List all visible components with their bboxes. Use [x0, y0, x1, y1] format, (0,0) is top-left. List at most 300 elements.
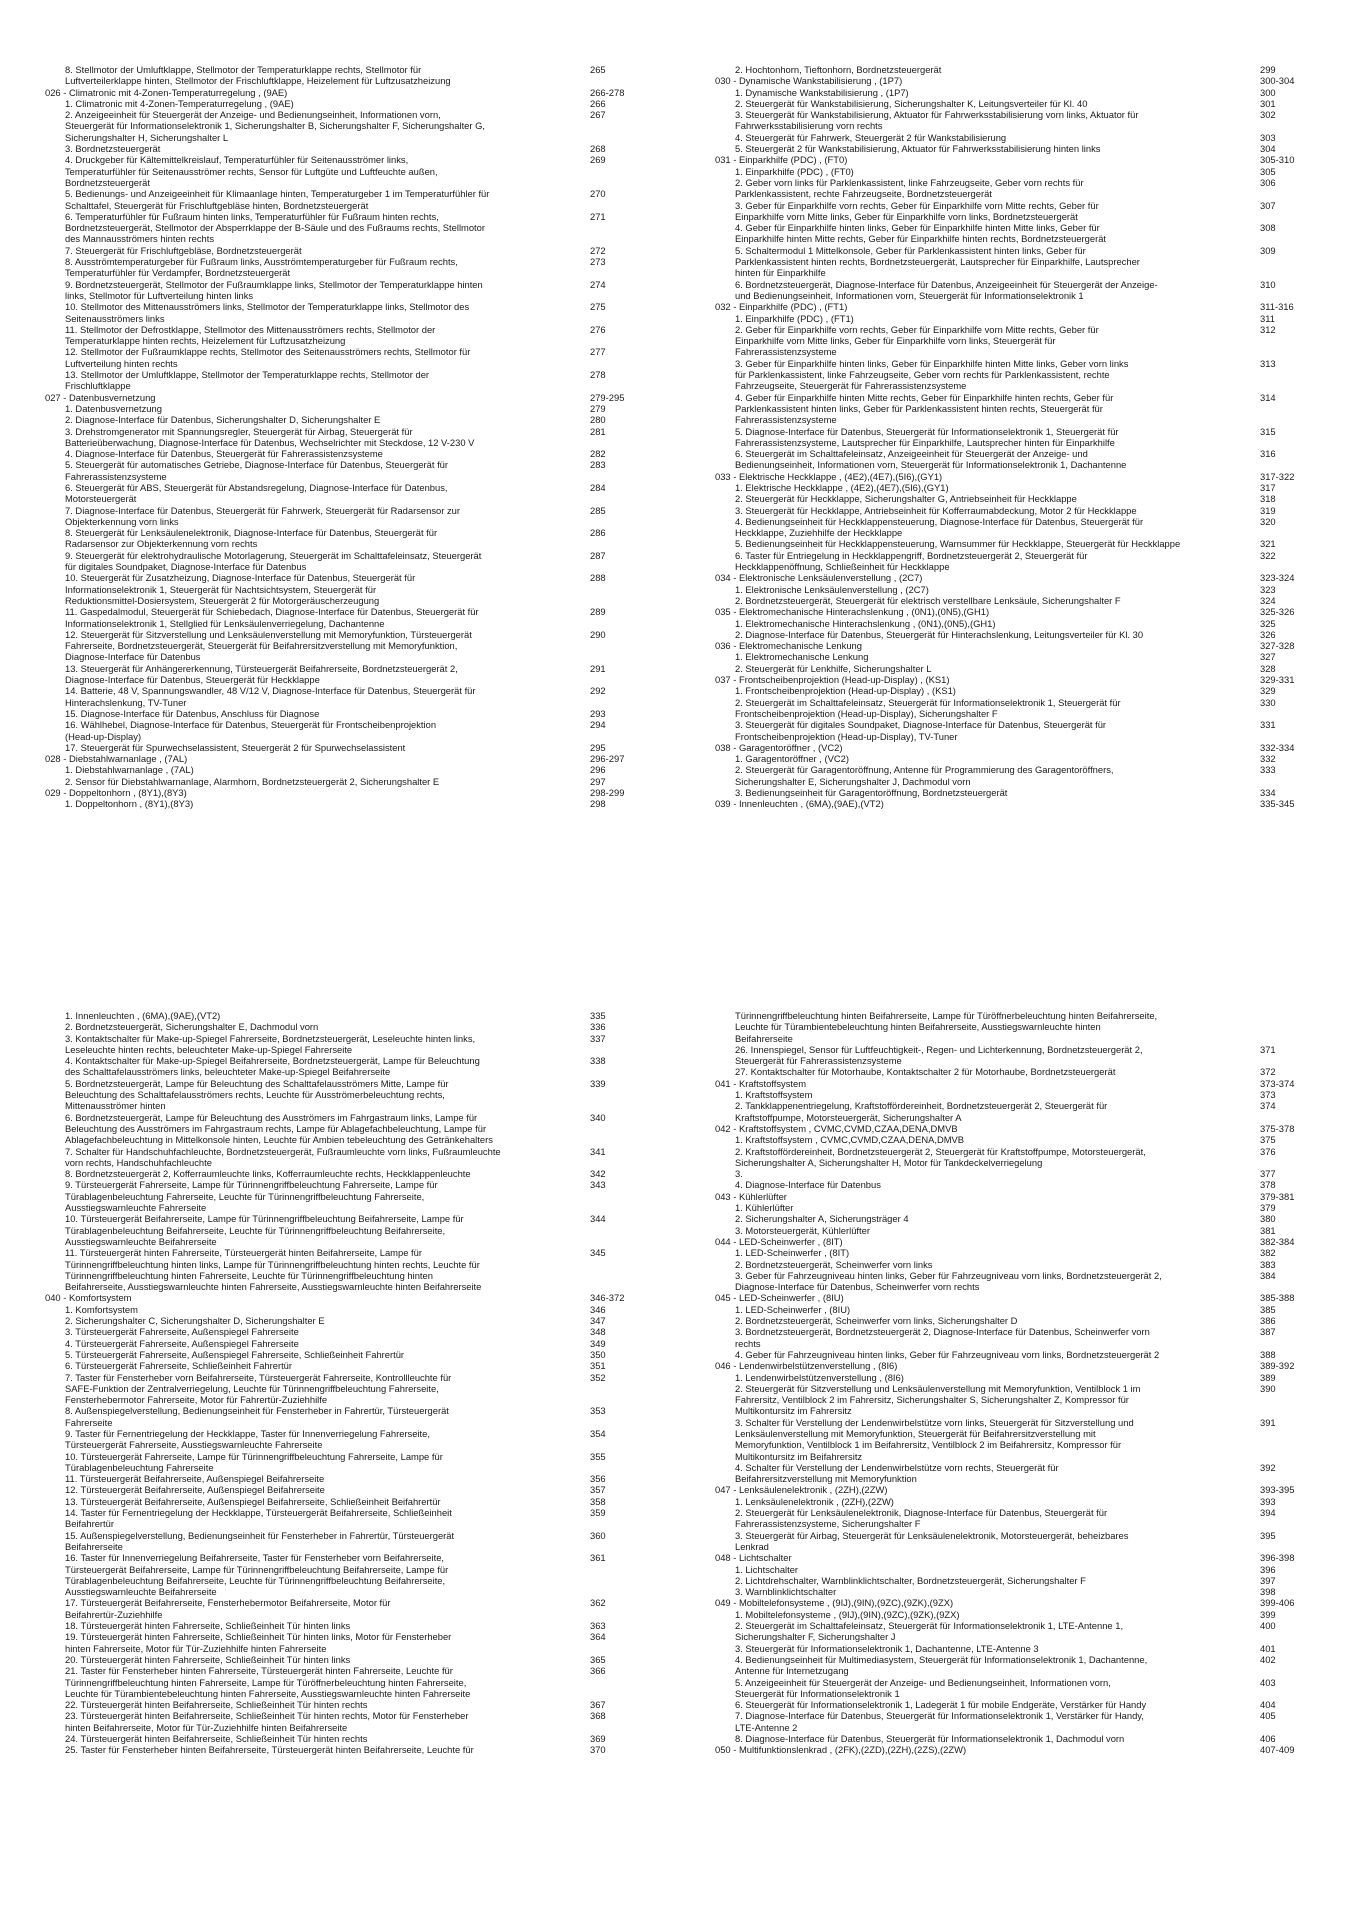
toc-entry-page: 281 [590, 425, 606, 437]
toc-section-entry [715, 1292, 1325, 1303]
toc-entry [715, 1383, 1325, 1417]
toc-entry [715, 1609, 1325, 1620]
toc-entry-title: 27. Kontaktschalter für Motorhaube, Kontaktschalter 2 für Motorhaube, Bordnetzsteuergerät [735, 1066, 1116, 1078]
toc-entry-page: 324 [1260, 594, 1276, 606]
toc-entry-title: 040 - Komfortsystem [45, 1292, 132, 1304]
toc-entry-title: 2. Bordnetzsteuergerät, Scheinwerfer vorn links, Sicherungshalter D [735, 1315, 1018, 1327]
toc-entry [45, 1597, 655, 1620]
toc-entry-page: 278 [590, 369, 606, 381]
toc-entry-page: 366 [590, 1665, 606, 1677]
toc-entry [45, 572, 655, 606]
toc-entry-title: 1. Lichtschalter [735, 1563, 799, 1575]
toc-entry-page: 334 [1260, 787, 1276, 798]
toc-entry [715, 787, 1325, 798]
toc-section-entry [715, 471, 1325, 482]
toc-entry-page: 397 [1260, 1574, 1276, 1586]
toc-entry-page: 332 [1260, 753, 1276, 765]
toc-entry-title: 2. Diagnose-Interface für Datenbus, Steuergerät für Hinterachslenkung, Leitungsverteiler für Kl. 30 [735, 628, 1144, 640]
toc-entry-title: 1. Elektronische Lenksäulenverstellung , (2C7) [735, 583, 929, 595]
toc-entry [45, 1247, 655, 1292]
toc-entry-page: 359 [590, 1507, 606, 1519]
toc-entry [45, 245, 655, 256]
toc-entry [45, 1010, 655, 1021]
toc-entry [715, 200, 1325, 223]
toc-entry-title: 6. Steuergerät im Schalttafeleinsatz, Anzeigeeinheit für Steuergerät der Anzeige- und Bedienungseinheit, Informationen vorn, Steuergerät für Informationselektronik 1, Dachantenne [735, 448, 1127, 471]
toc-entry [715, 1677, 1325, 1700]
toc-entry [715, 1044, 1325, 1067]
toc-entry-title: 26. Innenspiegel, Sensor für Luftfeuchtigkeit-, Regen- und Lichterkennung, Bordnetzsteuergerät 2, Steuergerät für Fahrerassistenzsysteme [735, 1043, 1143, 1067]
toc-section-entry [715, 1123, 1325, 1134]
toc-entry-page: 400 [1260, 1620, 1276, 1632]
toc-entry-title: 1. Kraftstoffsystem [735, 1089, 813, 1101]
toc-entry [715, 1066, 1325, 1077]
toc-entry-page: 399-406 [1260, 1597, 1295, 1609]
toc-entry-page: 375 [1260, 1134, 1276, 1146]
toc-entry-page: 353 [590, 1405, 606, 1417]
toc-entry-page: 367 [590, 1699, 606, 1711]
toc-entry-title: 032 - Einparkhilfe (PDC) , (FT1) [715, 301, 848, 313]
toc-entry-page: 332-334 [1260, 741, 1295, 753]
toc-entry-page: 309 [1260, 244, 1276, 256]
toc-entry-title: 3. Schalter für Verstellung der Lendenwirbelstütze vorn links, Steuergerät für Sitzverstellung und Lenksäulenverstellung mit Memoryfunktion, Steuergerät für Beifahrersitzverstellung mit Memoryfunktion, Ventilblock 1 im Beifahrersitz, Ventilblock 2 im Beifahrersitz, Kompressor für Multikontursitz im Beifahrersitz [735, 1416, 1134, 1462]
toc-entry [715, 1010, 1325, 1044]
toc-entry-page: 296-297 [590, 753, 625, 765]
toc-entry-page: 341 [590, 1145, 606, 1157]
toc-entry [715, 132, 1325, 143]
toc-entry-title: 1. LED-Scheinwerfer , (8IU) [735, 1303, 851, 1315]
toc-entry [45, 1304, 655, 1315]
toc-entry-title: 041 - Kraftstoffsystem [715, 1077, 807, 1089]
toc-entry-title: 17. Steuergerät für Spurwechselassistent, Steuergerät 2 für Spurwechselassistent [65, 741, 406, 753]
toc-entry-title: 1. Elektrische Heckklappe , (4E2),(4E7),(5I6),(GY1) [735, 481, 949, 493]
toc-entry-page: 373 [1260, 1089, 1276, 1101]
toc-entry-title: 039 - Innenleuchten , (6MA),(9AE),(VT2) [715, 798, 884, 810]
toc-entry [715, 1089, 1325, 1100]
toc-entry-page: 279 [590, 402, 606, 414]
toc-entry-title: 049 - Mobiltelefonsysteme , (9IJ),(9IN),(9ZC),(9ZK),(9ZX) [715, 1597, 954, 1609]
toc-entry-title: 2. Anzeigeeinheit für Steuergerät der Anzeige- und Bedienungseinheit, Informationen vorn, Steuergerät für Informationselektronik 1, Sicherungshalter B, Sicherungshalter F, Sicherungshalter G, Sicherungshalter H, Sicherungshalter L [65, 109, 486, 143]
toc-entry-page: 384 [1260, 1269, 1276, 1281]
toc-entry-page: 305-310 [1260, 154, 1295, 166]
toc-entry-title: 3. Kontaktschalter für Make-up-Spiegel Fahrerseite, Bordnetzsteuergerät, Leseleuchte hinten links, Leseleuchte hinten rechts, beleuchteter Make-up-Spiegel Fahrerseite [65, 1032, 476, 1055]
toc-entry-title: 3. Drehstromgenerator mit Spannungsregler, Steuergerät für Airbag, Steuergerät für Batterieüberwachung, Diagnose-Interface für Datenbus, Wechselrichter mit Steckdose, 12 V-230 V [65, 425, 475, 448]
toc-entry-page: 328 [1260, 662, 1276, 674]
toc-entry-page: 395 [1260, 1529, 1276, 1541]
toc-entry [715, 426, 1325, 449]
toc-entry-title: 046 - Lendenwirbelstützenverstellung , (8I6) [715, 1360, 898, 1372]
toc-entry-title: 026 - Climatronic mit 4-Zonen-Temperaturregelung , (9AE) [45, 86, 288, 98]
toc-entry-title: 3. Bordnetzsteuergerät, Bordnetzsteuergerät 2, Diagnose-Interface für Datenbus, Scheinwerfer vorn rechts [735, 1326, 1150, 1349]
toc-entry [715, 448, 1325, 471]
toc-section-entry [715, 154, 1325, 165]
toc-entry-page: 364 [590, 1631, 606, 1643]
toc-entry-page: 300 [1260, 86, 1276, 98]
toc-entry-title: 11. Türsteuergerät Beifahrerseite, Außenspiegel Beifahrerseite [65, 1473, 325, 1485]
toc-entry-title: 8. Steuergerät für Lenksäulenelektronik, Diagnose-Interface für Datenbus, Steuergerät für Radarsensor zur Objekterkennung vorn rechts [65, 527, 438, 550]
toc-entry-page: 303 [1260, 131, 1276, 143]
toc-entry [45, 629, 655, 663]
toc-entry [715, 1315, 1325, 1326]
toc-entry [45, 1620, 655, 1631]
toc-entry [45, 1451, 655, 1474]
toc-entry-title: 20. Türsteuergerät hinten Fahrerseite, Schließeinheit Tür hinten links [65, 1653, 351, 1665]
toc-entry-page: 301 [1260, 97, 1276, 109]
toc-entry-page: 377 [1260, 1168, 1276, 1180]
toc-entry [715, 663, 1325, 674]
toc-entry-title: 7. Schalter für Handschuhfachleuchte, Bordnetzsteuergerät, Fußraumleuchte vorn links, Fußraumleuchte vorn rechts, Handschuhfachleuchte [65, 1145, 501, 1168]
toc-entry-title: 036 - Elektromechanische Lenkung [715, 640, 862, 652]
toc-entry-page: 380 [1260, 1213, 1276, 1225]
toc-entry-title: 2. Geber für Einparkhilfe vorn rechts, Geber für Einparkhilfe vorn Mitte rechts, Geber für Einparkhilfe vorn Mitte links, Geber für Einparkhilfe vorn links, Steuergerät für Fahrerassistenzsysteme [735, 323, 1099, 358]
toc-entry-title: 3. Steuergerät für Heckklappe, Antriebseinheit für Kofferraumabdeckung, Motor 2 für Heckklappe [735, 504, 1137, 516]
toc-entry-title: 044 - LED-Scheinwerfer , (8IT) [715, 1235, 843, 1247]
toc-entry-title: 1. LED-Scheinwerfer , (8IT) [735, 1247, 850, 1259]
toc-entry-title: 10. Steuergerät für Zusatzheizung, Diagnose-Interface für Datenbus, Steuergerät für Informationselektronik 1, Steuergerät für Nachtsichtsystem, Steuergerät für Reduktionsmittel-Dosiersystem, Steuergerät 2 für Motorgeräuscherzeugung [65, 572, 416, 606]
toc-entry-page: 406 [1260, 1733, 1276, 1744]
toc-entry [45, 426, 655, 449]
toc-entry-title: 2. Lichtdrehschalter, Warnblinklichtschalter, Bordnetzsteuergerät, Sicherungshalter F [735, 1574, 1086, 1586]
toc-entry-title: 3. Steuergerät für digitales Soundpaket, Diagnose-Interface für Datenbus, Steuergerät für Frontscheibenprojektion (Head-up-Display), TV-Tuner [735, 719, 1107, 742]
toc-entry [715, 1530, 1325, 1553]
toc-entry-page: 302 [1260, 109, 1276, 121]
toc-entry [715, 1202, 1325, 1213]
toc-entry [715, 392, 1325, 426]
toc-entry-page: 338 [590, 1055, 606, 1067]
toc-entry-title: 030 - Dynamische Wankstabilisierung , (1P7) [715, 75, 903, 87]
toc-entry [715, 1507, 1325, 1530]
toc-entry [45, 369, 655, 392]
toc-entry-page: 386 [1260, 1315, 1276, 1327]
toc-entry [45, 1372, 655, 1406]
toc-entry [45, 1484, 655, 1495]
toc-entry-title: 5. Diagnose-Interface für Datenbus, Steuergerät für Informationselektronik 1, Steuergerät für Fahrerassistenzsysteme, Lautsprecher für Einparkhilfe, Lautsprecher hinten für Einparkhilfe [735, 425, 1119, 448]
toc-entry-title: 6. Temperaturfühler für Fußraum hinten links, Temperaturfühler für Fußraum hinten rechts, Bordnetzsteuergerät, Stellmotor der Absperrklappe der B-Säule und des Fußraums rechts, Stellmotor des Mannausströmers hinten rechts [65, 210, 485, 245]
toc-entry-title: 033 - Elektrische Heckklappe , (4E2),(4E7),(5I6),(GY1) [715, 470, 943, 482]
toc-entry-title: 6. Steuergerät für Informationselektronik 1, Ladegerät 1 für mobile Endgeräte, Verstärker für Handy [735, 1699, 1147, 1711]
toc-entry [45, 1428, 655, 1451]
toc-entry-title: 14. Batterie, 48 V, Spannungswandler, 48 V/12 V, Diagnose-Interface für Datenbus, Steuergerät für Hinterachslenkung, TV-Tuner [65, 685, 476, 708]
toc-entry-page: 292 [590, 685, 606, 697]
toc-entry [45, 1710, 655, 1733]
toc-entry-page: 322 [1260, 549, 1276, 561]
toc-entry-page: 368 [590, 1710, 606, 1722]
toc-entry [715, 764, 1325, 787]
toc-entry-title: Türinnengriffbeleuchtung hinten Beifahrerseite, Lampe für Türöffnerbeleuchtung hinten Beifahrerseite, Leuchte für Türambientebeleuchtung hinten Beifahrerseite, Ausstiegswarnleuchte hinten Beifahrerseite [735, 1010, 1158, 1044]
toc-entry [45, 1315, 655, 1326]
toc-entry-title: 5. Anzeigeeinheit für Steuergerät der Anzeige- und Bedienungseinheit, Informationen vorn, Steuergerät für Informationselektronik 1 [735, 1676, 1111, 1699]
toc-entry-title: 5. Schaltermodul 1 Mittelkonsole, Geber für Parklenkassistent hinten links, Geber für Parklenkassistent hinten rechts, Bordnetzsteuergerät, Lautsprecher für Einparkhilfe, Lautsprecher hinten für Einparkhilfe [735, 244, 1140, 279]
toc-entry-page: 329 [1260, 685, 1276, 697]
toc-entry-title: 027 - Datenbusvernetzung [45, 391, 156, 403]
toc-entry-page: 350 [590, 1348, 606, 1360]
toc-entry-title: 5. Bordnetzsteuergerät, Lampe für Beleuchtung des Schalttafelausströmers Mitte, Lampe für Beleuchtung des Schalttafelausströmers rechts, Leuchte für Ausströmerbeleuchtung rechts, Mittenausströmer hinten [65, 1077, 449, 1112]
toc-entry-title: 10. Türsteuergerät Fahrerseite, Lampe für Türinnengriffbeleuchtung Fahrerseite, Lampe für Türablagenbeleuchtung Fahrerseite [65, 1450, 443, 1473]
toc-entry [715, 1586, 1325, 1597]
toc-entry [715, 1699, 1325, 1710]
toc-entry-page: 374 [1260, 1100, 1276, 1112]
toc-entry [715, 1146, 1325, 1169]
toc-entry-page: 317 [1260, 481, 1276, 493]
toc-entry-page: 394 [1260, 1507, 1276, 1519]
toc-entry-page: 361 [590, 1552, 606, 1564]
toc-entry-page: 333 [1260, 764, 1276, 776]
toc-entry-page: 351 [590, 1360, 606, 1372]
toc-entry-page: 288 [590, 572, 606, 584]
toc-entry-title: 035 - Elektromechanische Hinterachslenkung , (0N1),(0N5),(GH1) [715, 606, 990, 618]
toc-entry [715, 1270, 1325, 1293]
toc-entry-page: 389 [1260, 1371, 1276, 1383]
toc-entry [715, 697, 1325, 720]
toc-entry [45, 1213, 655, 1247]
toc-entry-page: 393-395 [1260, 1484, 1295, 1496]
toc-entry-title: 14. Taster für Fernentriegelung der Heckklappe, Türsteuergerät Beifahrerseite, Schließeinheit Beifahrertür [65, 1507, 452, 1530]
toc-entry-title: 22. Türsteuergerät hinten Beifahrerseite, Schließeinheit Tür hinten rechts [65, 1699, 368, 1711]
toc-entry [715, 1134, 1325, 1145]
toc-entry-page: 326 [1260, 628, 1276, 640]
toc-entry-page: 393 [1260, 1495, 1276, 1507]
toc-entry [45, 459, 655, 482]
toc-entry-title: 12. Steuergerät für Sitzverstellung und Lenksäulenverstellung mit Memoryfunktion, Türsteuergerät Fahrerseite, Bordnetzsteuergerät, Steuergerät für Beifahrersitzverstellung mit Memoryfunktion, Diagnose-Interface für Datenbus [65, 628, 472, 663]
toc-entry [715, 516, 1325, 539]
toc-entry-page: 346-372 [590, 1292, 625, 1304]
toc-entry-page: 373-374 [1260, 1077, 1295, 1089]
toc-section-entry [45, 1292, 655, 1303]
toc-entry-page: 269 [590, 154, 606, 166]
toc-entry-title: 1. Innenleuchten , (6MA),(9AE),(VT2) [65, 1010, 221, 1021]
toc-entry [715, 1349, 1325, 1360]
toc-entry-page: 266-278 [590, 86, 625, 98]
toc-section-entry [45, 753, 655, 764]
toc-entry-page: 268 [590, 143, 606, 155]
toc-entry [715, 1733, 1325, 1744]
toc-entry [715, 1326, 1325, 1349]
toc-entry-page: 305 [1260, 165, 1276, 177]
toc-entry-page: 308 [1260, 222, 1276, 234]
toc-entry-title: 9. Taster für Fernentriegelung der Heckklappe, Taster für Innenverriegelung Fahrerseite, Türsteuergerät Fahrerseite, Ausstiegswarnleuchte Fahrerseite [65, 1427, 430, 1451]
toc-entry [45, 1405, 655, 1428]
toc-entry-page: 273 [590, 256, 606, 268]
toc-entry-page: 279-295 [590, 391, 625, 403]
toc-entry-title: 15. Außenspiegelverstellung, Bedienungseinheit für Fensterheber in Fahrertür, Türsteuergerät Beifahrerseite [65, 1529, 455, 1552]
toc-entry [45, 64, 655, 87]
toc-entry-page: 339 [590, 1077, 606, 1089]
toc-entry-title: 7. Diagnose-Interface für Datenbus, Steuergerät für Fahrwerk, Steuergerät für Radarsensor zur Objekterkennung vorn links [65, 504, 460, 527]
toc-entry-title: 2. Steuergerät für Garagentoröffnung, Antenne für Programmierung des Garagentoröffners, Sicherungshalter E, Sicherungshalter J, Dachmodul vorn [735, 764, 1114, 787]
toc-entry-title: 1. Einparkhilfe (PDC) , (FT1) [735, 312, 854, 324]
toc-entry-page: 287 [590, 549, 606, 561]
toc-entry-title: 4. Geber für Einparkhilfe hinten links, Geber für Einparkhilfe hinten Mitte links, Geber für Einparkhilfe hinten Mitte rechts, Geber für Einparkhilfe hinten rechts, Bordnetzsteuergerät [735, 222, 1107, 245]
toc-entry-title: 12. Stellmotor der Fußraumklappe rechts, Stellmotor des Seitenausströmers rechts, Stellmotor für Luftverteilung hinten rechts [65, 346, 471, 369]
toc-entry-title: 2. Sicherungshalter C, Sicherungshalter D, Sicherungshalter E [65, 1315, 325, 1327]
toc-entry [715, 1100, 1325, 1123]
toc-entry-title: 2. Geber vorn links für Parklenkassistent, linke Fahrzeugseite, Geber vorn rechts für Parklenkassistent, rechte Fahrzeugseite, Bordnetzsteuergerät [735, 176, 1084, 200]
toc-entry [45, 1552, 655, 1597]
toc-entry-page: 289 [590, 606, 606, 618]
toc-entry [715, 279, 1325, 302]
toc-entry-page: 316 [1260, 448, 1276, 460]
toc-entry-title: 8. Bordnetzsteuergerät 2, Kofferraumleuchte links, Kofferraumleuchte rechts, Heckklappenleuchte [65, 1168, 471, 1180]
toc-entry-page: 294 [590, 719, 606, 731]
toc-entry-page: 297 [590, 775, 606, 787]
toc-section-entry [715, 798, 1325, 809]
toc-entry [715, 222, 1325, 245]
toc-entry-page: 390 [1260, 1382, 1276, 1394]
toc-entry [45, 1744, 655, 1755]
toc-entry [45, 1033, 655, 1056]
toc-entry-title: 037 - Frontscheibenprojektion (Head-up-Display) , (KS1) [715, 674, 950, 686]
toc-entry-title: 3. Steuergerät für Informationselektronik 1, Dachantenne, LTE-Antenne 3 [735, 1642, 1039, 1654]
toc-entry-title: 2. Steuergerät für Sitzverstellung und Lenksäulenverstellung mit Memoryfunktion, Ventilblock 1 im Fahrersitz, Ventilblock 2 im Fahrersitz, Sicherungshalter S, Sicherungshalter Z, Kompressor für Multikontursitz im Fahrersitz [735, 1382, 1141, 1417]
toc-entry-title: 3. Bordnetzsteuergerät [65, 143, 161, 155]
toc-entry-title: 1. Lenksäulenelektronik , (2ZH),(2ZW) [735, 1495, 894, 1507]
toc-entry-title: 1. Climatronic mit 4-Zonen-Temperaturregelung , (9AE) [65, 97, 294, 109]
toc-entry-title: 4. Kontaktschalter für Make-up-Spiegel Beifahrerseite, Bordnetzsteuergerät, Lampe für Beleuchtung des Schalttafelausströmers links, beleuchteter Make-up-Spiegel Beifahrerseite [65, 1055, 480, 1078]
toc-entry-page: 271 [590, 210, 606, 222]
toc-entry [45, 742, 655, 753]
toc-entry [45, 798, 655, 809]
toc-entry-title: 2. Kraftstoffördereinheit, Bordnetzsteuergerät 2, Steuergerät für Kraftstoffpumpe, Motorsteuergerät, Sicherungshalter A, Sicherungshalter H, Motor für Tankdeckelverriegelung [735, 1145, 1146, 1168]
toc-entry [45, 1349, 655, 1360]
toc-entry [715, 505, 1325, 516]
toc-entry-page: 267 [590, 109, 606, 121]
toc-entry-page: 402 [1260, 1653, 1276, 1665]
toc-entry-title: 8. Ausströmtemperaturgeber für Fußraum links, Ausströmtemperaturgeber für Fußraum rechts, Temperaturfühler für Verdampfer, Bordnetzsteuergerät [65, 256, 458, 279]
toc-entry [45, 1168, 655, 1179]
toc-entry-page: 342 [590, 1168, 606, 1180]
toc-entry [715, 1575, 1325, 1586]
toc-entry-page: 401 [1260, 1642, 1276, 1654]
toc-entry-title: 2. Sicherungshalter A, Sicherungsträger 4 [735, 1213, 909, 1225]
toc-entry [715, 1213, 1325, 1224]
toc-entry [45, 414, 655, 425]
toc-entry-page: 274 [590, 278, 606, 290]
toc-entry-title: 8. Stellmotor der Umluftklappe, Stellmotor der Temperaturklappe rechts, Stellmotor für Luftverteilerklappe hinten, Stellmotor der Frischluftklappe, Heizelement für Luftzusatzheizung [65, 64, 451, 87]
toc-entry-page: 300-304 [1260, 75, 1295, 87]
toc-entry [45, 606, 655, 629]
toc-entry-page: 389-392 [1260, 1360, 1295, 1372]
toc-entry [45, 1338, 655, 1349]
toc-entry-title: 3. Geber für Einparkhilfe vorn rechts, Geber für Einparkhilfe vorn Mitte rechts, Geber für Einparkhilfe vorn Mitte links, Geber für Einparkhilfe vorn links, Bordnetzsteuergerät [735, 199, 1099, 222]
toc-entry-page: 319 [1260, 504, 1276, 516]
toc-entry-title: 4. Geber für Einparkhilfe hinten Mitte rechts, Geber für Einparkhilfe hinten rechts, Geber für Parklenkassistent hinten links, Geber für Parklenkassistent hinten rechts, Steuergerät für Fahrerassistenzsysteme [735, 391, 1114, 426]
toc-section-entry [715, 1552, 1325, 1563]
toc-entry [715, 482, 1325, 493]
toc-entry-page: 399 [1260, 1608, 1276, 1620]
toc-entry [45, 154, 655, 188]
toc-entry [45, 1179, 655, 1213]
toc-entry-title: 6. Bordnetzsteuergerät, Lampe für Beleuchtung des Ausströmers im Fahrgastraum links, Lampe für Beleuchtung des Ausströmers im Fahrgastraum rechts, Lampe für Ablagefachbeleuchtung, Lampe für Ablagefachbeleuchtung in Mittelkonsole hinten, Leuchte für Ambien tebeleuchtung des Getränkehalters [65, 1111, 493, 1146]
toc-entry-page: 298-299 [590, 787, 625, 798]
toc-entry-page: 299 [1260, 64, 1276, 75]
toc-entry [715, 87, 1325, 98]
toc-entry-page: 313 [1260, 357, 1276, 369]
toc-section-entry [715, 1597, 1325, 1608]
toc-entry-page: 343 [590, 1179, 606, 1191]
toc-entry [715, 550, 1325, 573]
toc-entry-page: 398 [1260, 1586, 1276, 1598]
toc-entry [715, 1710, 1325, 1733]
toc-entry-title: 1. Elektromechanische Hinterachslenkung , (0N1),(0N5),(GH1) [735, 617, 996, 629]
toc-entry-title: 042 - Kraftstoffsystem , CVMC,CVMD,CZAA,DENA,DMVB [715, 1122, 958, 1134]
toc-entry-title: 25. Taster für Fensterheber hinten Beifahrerseite, Türsteuergerät hinten Beifahrerseite, Leuchte für [65, 1744, 474, 1756]
toc-entry-title: 4. Steuergerät für Fahrwerk, Steuergerät 2 für Wankstabilisierung [735, 131, 1007, 143]
toc-entry-title: 2. Tankklappenentriegelung, Kraftstoffördereinheit, Bordnetzsteuergerät 2, Steuergerät für Kraftstoffpumpe, Motorsteuergerät, Sicherungshalter A [735, 1100, 1108, 1123]
toc-entry-page: 331 [1260, 719, 1276, 731]
toc-entry-title: 1. Garagentoröffner , (VC2) [735, 753, 849, 765]
toc-entry-page: 348 [590, 1326, 606, 1338]
toc-entry-page: 346 [590, 1303, 606, 1315]
toc-entry [715, 98, 1325, 109]
toc-entry-title: 2. Bordnetzsteuergerät, Steuergerät für elektrisch verstellbare Lenksäule, Sicherungshalter F [735, 594, 1121, 606]
toc-entry [715, 109, 1325, 132]
toc-entry [715, 313, 1325, 324]
toc-entry-title: 1. Mobiltelefonsysteme , (9IJ),(9IN),(9ZC),(9ZK),(9ZX) [735, 1608, 960, 1620]
toc-entry-title: 2. Diagnose-Interface für Datenbus, Sicherungshalter D, Sicherungshalter E [65, 414, 381, 426]
toc-entry-page: 360 [590, 1529, 606, 1541]
toc-entry-page: 405 [1260, 1710, 1276, 1722]
toc-entry [45, 1326, 655, 1337]
toc-entry-page: 320 [1260, 515, 1276, 527]
toc-entry-page: 310 [1260, 278, 1276, 290]
toc-entry [45, 324, 655, 347]
toc-entry [45, 1699, 655, 1710]
toc-entry-title: 11. Gaspedalmodul, Steuergerät für Schiebedach, Diagnose-Interface für Datenbus, Steuergerät für Informationselektronik 1, Stellglied für Lenksäulenverriegelung, Dachantenne [65, 606, 479, 629]
toc-entry-title: 034 - Elektronische Lenksäulenverstellung , (2C7) [715, 572, 923, 584]
toc-entry [715, 1654, 1325, 1677]
toc-entry-page: 404 [1260, 1699, 1276, 1711]
toc-entry-title: 2. Bordnetzsteuergerät, Scheinwerfer vorn links [735, 1258, 933, 1270]
toc-entry-page: 370 [590, 1744, 606, 1756]
toc-entry-title: 1. Komfortsystem [65, 1303, 138, 1315]
toc-entry-page: 396 [1260, 1563, 1276, 1575]
toc-entry-title: 043 - Kühlerlüfter [715, 1190, 787, 1202]
toc-entry-page: 315 [1260, 425, 1276, 437]
toc-entry-title: 4. Bedienungseinheit für Multimediasystem, Steuergerät für Informationselektronik 1, Dachantenne, Antenne für Internetzugang [735, 1653, 1148, 1677]
toc-entry-page: 325-326 [1260, 606, 1295, 618]
toc-entry-title: 3. [735, 1168, 743, 1180]
toc-entry-title: 031 - Einparkhilfe (PDC) , (FT0) [715, 154, 848, 166]
toc-entry-title: 18. Türsteuergerät hinten Fahrerseite, Schließeinheit Tür hinten links [65, 1620, 351, 1632]
toc-entry [45, 1112, 655, 1146]
toc-section-entry [45, 87, 655, 98]
toc-entry-title: 6. Taster für Entriegelung in Heckklappengriff, Bordnetzsteuergerät 2, Steuergerät für Heckklappenöffnung, Schließeinheit für Heckklappe [735, 549, 1088, 573]
toc-entry [715, 1225, 1325, 1236]
toc-entry [715, 719, 1325, 742]
toc-entry [45, 346, 655, 369]
toc-entry-title: 6. Bordnetzsteuergerät, Diagnose-Interface für Datenbus, Anzeigeeinheit für Steuergerät der Anzeige- und Bedienungseinheit, Informationen vorn, Steuergerät für Informationselektronik 1 [735, 278, 1158, 301]
toc-entry-title: 3. Geber für Einparkhilfe hinten links, Geber für Einparkhilfe hinten Mitte links, Geber vorn links für Parklenkassistent, linke Fahrzeugseite, Geber vorn rechts für Parklenkassistent, rechte Fahrzeugseite, Steuergerät für Fahrerassistenzsysteme [735, 357, 1129, 392]
toc-entry-page: 382 [1260, 1247, 1276, 1259]
toc-entry-title: 4. Diagnose-Interface für Datenbus [735, 1179, 881, 1191]
toc-entry [715, 1247, 1325, 1258]
toc-entry-title: 4. Türsteuergerät Fahrerseite, Außenspiegel Fahrerseite [65, 1337, 299, 1349]
toc-entry-title: 6. Türsteuergerät Fahrerseite, Schließeinheit Fahrertür [65, 1360, 293, 1372]
toc-entry [45, 1021, 655, 1032]
toc-entry-page: 276 [590, 323, 606, 335]
toc-section-entry [45, 392, 655, 403]
toc-section-entry [715, 1360, 1325, 1371]
toc-entry-title: 5. Steuergerät 2 für Wankstabilisierung, Aktuator für Fahrwerksstabilisierung hinten links [735, 143, 1101, 155]
toc-entry [715, 177, 1325, 200]
toc-entry-title: 10. Türsteuergerät Beifahrerseite, Lampe für Türinnengriffbeleuchtung Beifahrerseite, Lampe für Türablagenbeleuchtung Beifahrerseite, Leuchte für Türinnengriffbeleuchtung Beifahrerseite, Ausstiegswarnleuchte Beifahrerseite [65, 1213, 464, 1247]
toc-entry-title: 4. Druckgeber für Kältemittelkreislauf, Temperaturfühler für Seitenausströmer links, Temperaturfühler für Seitenausströmer rechts, Sensor für Luftgüte und Luftfeuchte außen, Bordnetzsteuergerät [65, 154, 438, 188]
toc-entry-title: 2. Steuergerät für Lenkhilfe, Sicherungshalter L [735, 662, 932, 674]
toc-entry [715, 1259, 1325, 1270]
toc-entry-page: 372 [1260, 1066, 1276, 1078]
toc-entry [45, 550, 655, 573]
toc-entry-page: 327 [1260, 651, 1276, 663]
toc-entry-page: 277 [590, 346, 606, 358]
